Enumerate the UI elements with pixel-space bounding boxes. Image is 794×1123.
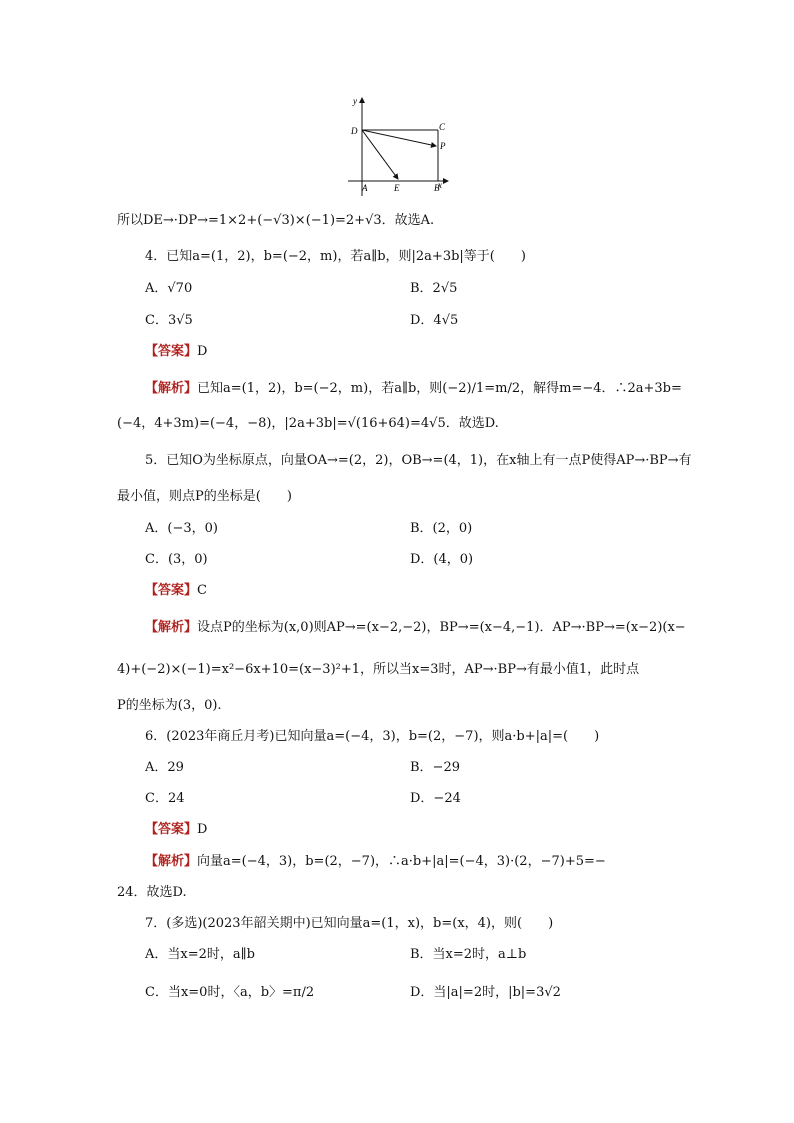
q6-analysis-line-1 — [145, 853, 606, 871]
answer-tag: 【答案】 — [145, 344, 198, 359]
analysis-tag: 【解析】 — [145, 381, 198, 396]
answer-tag: 【答案】 — [145, 822, 198, 837]
q6-option-b: B．−29 — [410, 760, 460, 775]
q5-option-c: C．(3，0) — [145, 552, 208, 567]
q4-option-c: C．3√5 — [145, 313, 193, 328]
solution-conclusion-3: 所以DE→·DP→=1×2+(−√3)×(−1)=2+√3．故选A. — [117, 213, 435, 228]
q7-option-b: B．当x=2时，a⊥b — [410, 947, 527, 962]
q4-analysis-line-1 — [145, 380, 682, 398]
q5-option-b: B．(2，0) — [410, 521, 473, 536]
question-4-stem: 4．已知a=(1，2)，b=(−2，m)，若a∥b，则|2a+3b|等于( ) — [145, 249, 526, 264]
q6-option-a: A．29 — [145, 760, 184, 775]
question-5-stem-line-2: 最小值，则点P的坐标是( ) — [117, 489, 292, 504]
label-B: B — [434, 183, 440, 193]
question-5-stem-line-1: 5．已知O为坐标原点，向量OA→=(2，2)，OB→=(4，1)，在x轴上有一点P使得AP→·BP→有 — [145, 453, 692, 468]
q5-analysis-line-1 — [145, 619, 686, 637]
q7-option-d: D．当|a|=2时，|b|=3√2 — [410, 985, 561, 1000]
q4-option-a: A．√70 — [145, 281, 193, 296]
analysis-text: 已知a=(1，2)，b=(−2，m)，若a∥b，则(−2)/1=m/2，解得m=−4．∴2a+3b= — [197, 381, 682, 396]
analysis-text: 向量a=(−4，3)，b=(2，−7)，∴a·b+|a|=(−4，3)·(2，−7)+5=− — [197, 854, 606, 869]
question-7-stem: 7．(多选)(2023年韶关期中)已知向量a=(1，x)，b=(x，4)，则( ) — [145, 916, 554, 931]
figure-coordinate-diagram — [340, 92, 460, 197]
q5-analysis-line-3: P的坐标为(3，0). — [117, 698, 222, 713]
label-x: x — [438, 180, 442, 190]
q6-option-d: D．−24 — [410, 791, 461, 806]
q4-option-b: B．2√5 — [410, 281, 458, 296]
q4-option-d: D．4√5 — [410, 313, 459, 328]
q6-option-c: C．24 — [145, 791, 185, 806]
answer-value: C — [197, 583, 207, 598]
analysis-tag: 【解析】 — [145, 620, 198, 635]
q5-option-d: D．(4，0) — [410, 552, 474, 567]
analysis-tag: 【解析】 — [145, 854, 198, 869]
label-D: D — [351, 126, 358, 136]
answer-value: D — [197, 822, 208, 837]
q4-analysis-line-2: (−4，4+3m)=(−4，−8)，|2a+3b|=√(16+64)=4√5．故选D. — [117, 416, 499, 431]
label-y: y — [353, 96, 357, 106]
label-C: C — [439, 122, 446, 132]
analysis-text: 设点P的坐标为(x,0)则AP→=(x−2,−2)，BP→=(x−4,−1)．AP→·BP→=(x−2)(x− — [197, 620, 686, 635]
q6-analysis-line-2: 24．故选D. — [117, 885, 187, 900]
label-E: E — [394, 183, 400, 193]
q4-answer — [145, 343, 207, 361]
q5-analysis-line-2: 4)+(−2)×(−1)=x²−6x+10=(x−3)²+1，所以当x=3时，AP→·BP→有最小值1，此时点 — [117, 662, 640, 677]
q7-option-a: A．当x=2时，a∥b — [145, 947, 255, 962]
answer-tag: 【答案】 — [145, 583, 198, 598]
question-6-stem: 6．(2023年商丘月考)已知向量a=(−4，3)，b=(2，−7)，则a·b+|a|=( ) — [145, 729, 600, 744]
q5-option-a: A．(−3，0) — [145, 521, 218, 536]
answer-value: D — [197, 344, 208, 359]
label-A: A — [362, 183, 368, 193]
q6-answer — [145, 821, 207, 839]
vector-DP — [362, 130, 436, 146]
vector-DE — [362, 130, 398, 179]
label-P: P — [440, 141, 446, 151]
q7-option-c: C．当x=0时，〈a，b〉=π/2 — [145, 985, 315, 1000]
q5-answer — [145, 582, 207, 600]
